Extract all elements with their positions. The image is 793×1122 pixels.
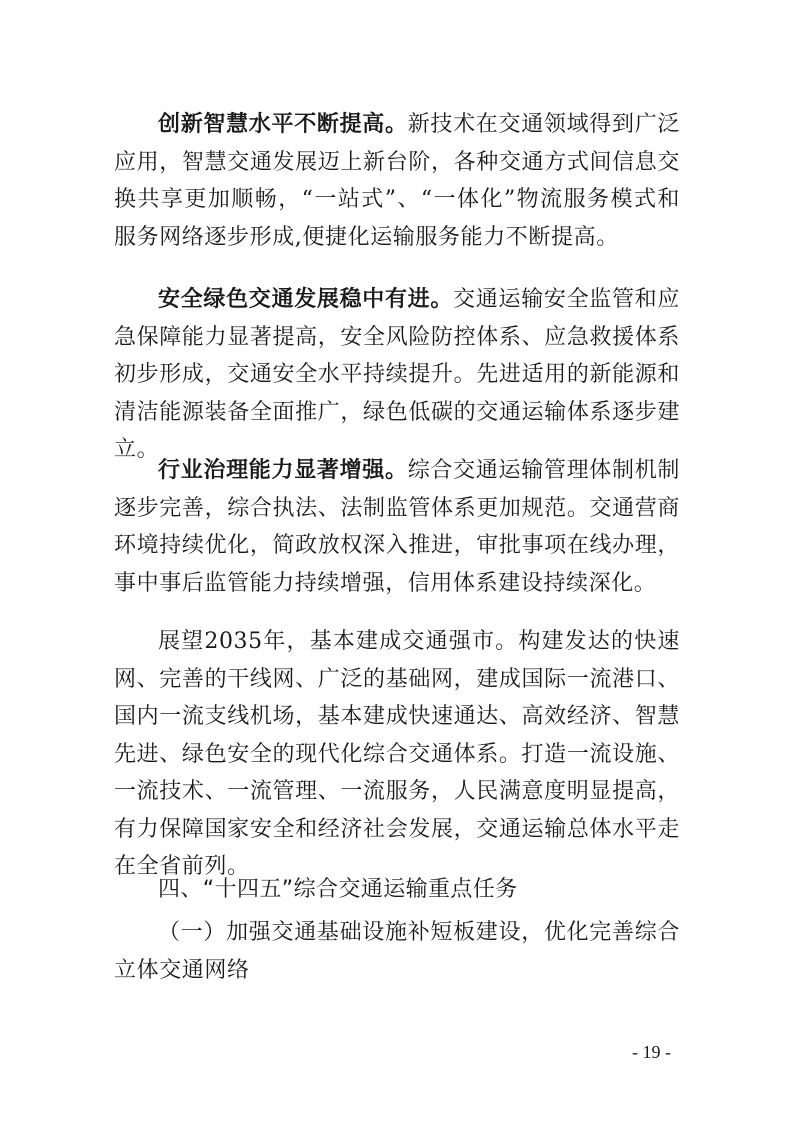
paragraph-lead: 行业治理能力显著增强。 bbox=[158, 458, 408, 483]
paragraph-lead: 安全绿色交通发展稳中有进。 bbox=[158, 287, 454, 312]
paragraph-governance bbox=[114, 452, 680, 602]
paragraph-outlook-2035 bbox=[114, 623, 680, 886]
paragraph-body: 综合交通运输管理体制机制逐步完善，综合执法、法制监管体系更加规范。交通营商环境持续优化，简政放权深入推进，审批事项在线办理，事中事后监管能力持续增强，信用体系建设持续深化。 bbox=[114, 458, 680, 596]
paragraph-body: 新技术在交通领域得到广泛应用，智慧交通发展迈上新台阶，各种交通方式间信息交换共享更加顺畅，“一站式”、“一体化”物流服务模式和服务网络逐步形成,便捷化运输服务能力不断提高。 bbox=[114, 112, 680, 250]
paragraph-body: 展望2035年，基本建成交通强市。构建发达的快速网、完善的干线网、广泛的基础网，建成国际一流港口、国内一流支线机场，基本建成快速通达、高效经济、智慧先进、绿色安全的现代化综合交通体系。打造一流设施、一流技术、一流管理、一流服务，人民满意度明显提高，有力保障国家安全和经济社会发展，交通运输总体水平走在全省前列。 bbox=[114, 629, 680, 879]
paragraph-lead: 创新智慧水平不断提高。 bbox=[158, 112, 408, 137]
page-number: - 19 - bbox=[632, 1042, 671, 1062]
paragraph-body: 交通运输安全监管和应急保障能力显著提高，安全风险防控体系、应急救援体系初步形成，交通安全水平持续提升。先进适用的新能源和清洁能源装备全面推广，绿色低碳的交通运输体系逐步建立。 bbox=[114, 287, 680, 462]
section-heading: 四、“十四五”综合交通运输重点任务 bbox=[158, 877, 518, 902]
paragraph-safety-green bbox=[114, 281, 680, 469]
subsection-heading: （一）加强交通基础设施补短板建设，优化完善综合立体交通网络 bbox=[114, 920, 680, 983]
paragraph-smart-innovation bbox=[114, 106, 680, 256]
